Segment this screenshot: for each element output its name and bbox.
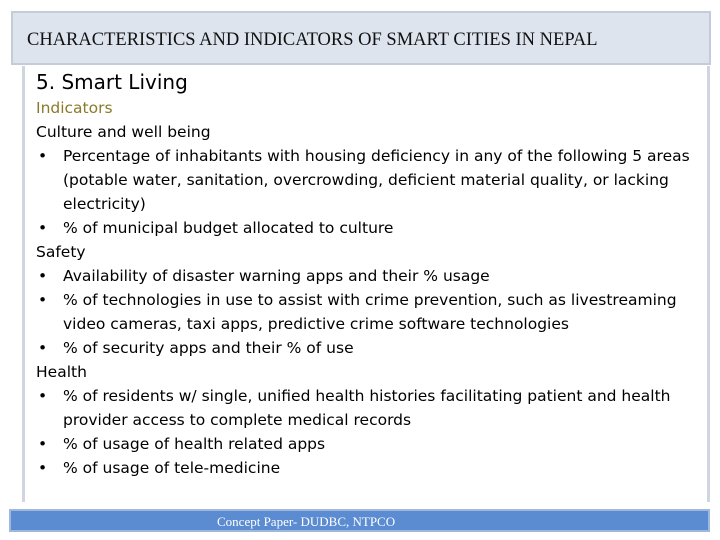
list-item-text: % of residents w/ single, unified health histories facilitating patient and health provider access to complete medical records xyxy=(63,387,671,429)
slide-title: CHARACTERISTICS AND INDICATORS OF SMART CITIES IN NEPAL xyxy=(27,30,598,50)
indicators-subheading: Indicators xyxy=(36,99,113,117)
list-item xyxy=(36,432,708,456)
list-item-text: % of usage of health related apps xyxy=(63,435,326,453)
section-title: 5. Smart Living xyxy=(36,70,188,94)
list-item xyxy=(36,216,708,240)
list-item xyxy=(36,144,708,216)
bullet-icon: • xyxy=(38,339,48,357)
slide-footer xyxy=(9,509,710,532)
list-item-text: % of usage of tele-medicine xyxy=(63,459,281,477)
bullet-icon: • xyxy=(38,147,48,165)
bullet-icon: • xyxy=(38,291,48,309)
list-item-text: % of technologies in use to assist with crime prevention, such as livestreaming video cameras, taxi apps, predictive crime software technologies xyxy=(63,291,677,333)
slide-content xyxy=(36,68,708,480)
list-item xyxy=(36,264,708,288)
group-health xyxy=(36,360,708,480)
group-heading: Safety xyxy=(36,243,86,261)
bullet-icon: • xyxy=(38,219,48,237)
list-item-text: Percentage of inhabitants with housing deficiency in any of the following 5 areas (potable water, sanitation, overcrowding, deficient material quality, or lacking electricity) xyxy=(63,147,690,213)
list-item-text: Availability of disaster warning apps and their % usage xyxy=(63,267,490,285)
footer-text: Concept Paper- DUDBC, NTPCO xyxy=(217,514,396,529)
group-culture xyxy=(36,120,708,240)
group-safety xyxy=(36,240,708,360)
group-heading: Culture and well being xyxy=(36,123,211,141)
list-item-text: % of municipal budget allocated to culture xyxy=(63,219,394,237)
group-heading: Health xyxy=(36,363,87,381)
slide-header xyxy=(11,11,711,65)
list-item-text: % of security apps and their % of use xyxy=(63,339,354,357)
list-item xyxy=(36,288,708,336)
list-item xyxy=(36,384,708,432)
list-item xyxy=(36,336,708,360)
list-item xyxy=(36,456,708,480)
bullet-icon: • xyxy=(38,459,48,477)
bullet-icon: • xyxy=(38,435,48,453)
bullet-icon: • xyxy=(38,267,48,285)
bullet-icon: • xyxy=(38,387,48,405)
